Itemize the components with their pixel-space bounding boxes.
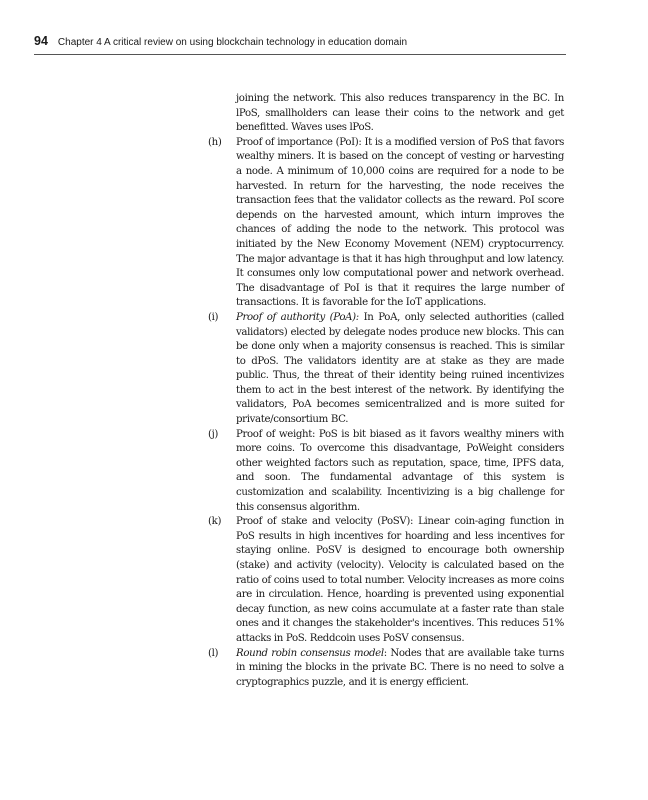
page-number: 94 xyxy=(34,34,48,48)
running-header xyxy=(34,34,566,55)
item-marker: (i) xyxy=(208,311,219,323)
item-marker: (l) xyxy=(208,647,219,659)
list-item-j xyxy=(208,428,564,516)
list-item-l xyxy=(208,647,564,691)
item-text: In PoA, only selected authorities (called validators) elected by delegate nodes produce new blocks. This can be done only when a majority consensus is reached. This is similar to dPoS. The validators identity are at stake as they are made public. Thus, the threat of their identity being ruined incentivizes them to act in the best interest of the network. By identifying the validators, PoA becomes semicentralized and is more suited for private/consortium BC. xyxy=(236,311,564,426)
list-item-h xyxy=(208,136,564,311)
item-text: Proof of weight: PoS is bit biased as it favors wealthy miners with more coins. To overcome this disadvantage, PoWeight considers other weighted factors such as reputation, space, time, IPFS data, and soon. The fundamental advantage of this system is customization and scalability. Incentivizing is a big challenge for this consensus algorithm. xyxy=(236,428,564,513)
item-term: Round robin consensus model xyxy=(236,647,384,659)
item-text: : Nodes that are available take turns in mining the blocks in the private BC. There is no need to solve a cryptographics puzzle, and it is energy efficient. xyxy=(236,647,564,688)
continuation-paragraph: joining the network. This also reduces transparency in the BC. In lPoS, smallholders can lease their coins to the network and get benefitted. Waves uses lPoS. xyxy=(236,93,564,134)
item-marker: (j) xyxy=(208,428,219,440)
list-item-i xyxy=(208,311,564,428)
item-text: Proof of stake and velocity (PoSV): Linear coin-aging function in PoS results in high incentives for hoarding and less incentives for staying online. PoSV is designed to encourage both ownership (stake) and activity (velocity). Velocity is calculated based on the ratio of coins used to total number. Velocity increases as more coins are in circulation. Hence, hoarding is prevented using exponential decay function, as new coins accumulate at a faster rate than stale ones and it changes the stakeholder's incentives. This reduces 51% attacks in PoS. Reddcoin uses PoSV consensus. xyxy=(236,516,564,644)
running-title: Chapter 4 A critical review on using blockchain technology in education domain xyxy=(57,37,408,48)
item-marker: (h) xyxy=(208,136,222,148)
item-term: Proof of authority (PoA): xyxy=(236,311,359,323)
list-item-k xyxy=(208,515,564,646)
item-text: Proof of importance (PoI): It is a modified version of PoS that favors wealthy miners. It is based on the concept of vesting or harvesting a node. A minimum of 10,000 coins are required for a node to be harvested. In return for the harvesting, the node receives the transaction fees that the validator collects as the reward. PoI score depends on the harvested amount, which inturn improves the chances of adding the node to the network. This protocol was initiated by the New Economy Movement (NEM) cryptocurrency. The major advantage is that it has high throughput and low latency. It consumes only low computational power and network overhead. The disadvantage of PoI is that it requires the large number of transactions. It is favorable for the IoT applications. xyxy=(236,136,564,309)
item-marker: (k) xyxy=(208,516,222,528)
main-text xyxy=(208,92,564,690)
